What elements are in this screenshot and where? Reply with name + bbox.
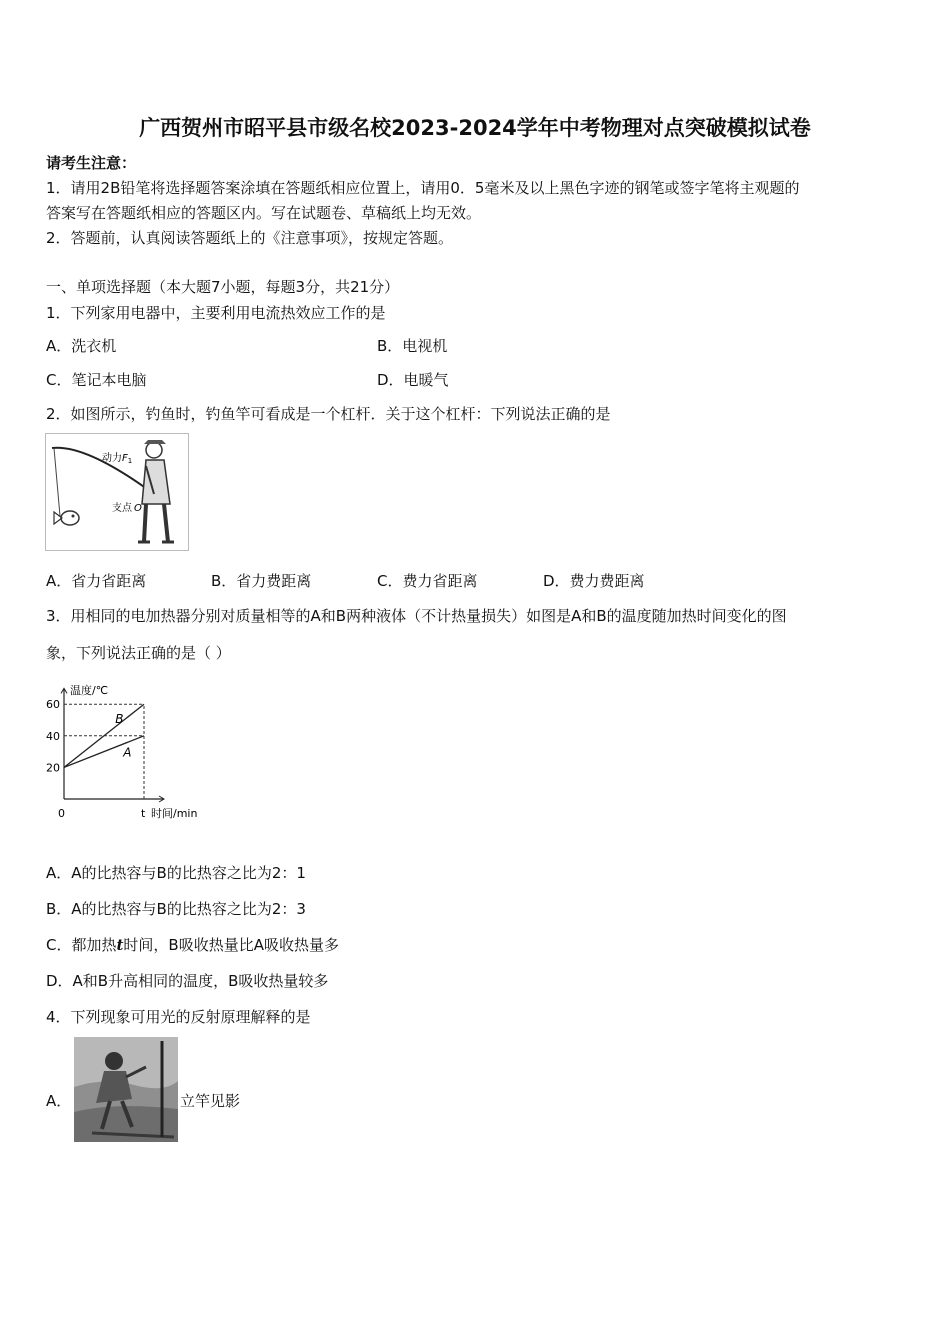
temperature-chart-svg: [40, 678, 220, 826]
notice-line-1: 1．请用2B铅笔将选择题答案涂填在答题纸相应位置上，请用0．5毫米及以上黑色字迹的钢笔或签字笔将主观题的: [46, 179, 800, 197]
y-tick-label: 40: [46, 729, 60, 743]
q4-option-a-label: A．: [46, 1092, 72, 1110]
q3-stem-cont: 象，下列说法正确的是（ ）: [46, 644, 231, 662]
section-heading: 一、单项选择题（本大题7小题，每题3分，共21分）: [46, 278, 400, 296]
q1-option-d: D．电暖气: [377, 371, 449, 389]
q3-option-c-post: 时间，B吸收热量比A吸收热量多: [123, 936, 339, 954]
q2-option-d: D．费力费距离: [543, 572, 645, 590]
series-line-A: [64, 736, 144, 768]
y-tick-label: 60: [46, 698, 60, 712]
q3-stem: 3．用相同的电加热器分别对质量相等的A和B两种液体（不计热量损失）如图是A和B的温度随加热时间变化的图: [46, 607, 787, 625]
q3-option-d: D．A和B升高相同的温度，B吸收热量较多: [46, 972, 329, 990]
q4-stem: 4．下列现象可用光的反射原理解释的是: [46, 1008, 311, 1026]
notice-heading: 请考生注意：: [46, 154, 137, 172]
origin-label: 0: [58, 807, 65, 820]
q2-stem: 2．如图所示，钓鱼时，钓鱼竿可看成是一个杠杆．关于这个杠杆：下列说法正确的是: [46, 405, 611, 423]
force-label: 动力$F_1$: [102, 453, 133, 465]
y-tick-label: 20: [46, 761, 60, 775]
fishing-figure: [45, 433, 189, 551]
shadow-photo: [74, 1037, 178, 1142]
y-axis-label: 温度/℃: [70, 684, 109, 697]
series-label: A: [123, 745, 132, 760]
q4-option-a-text: 立竿见影: [180, 1092, 241, 1110]
x-axis-label: 时间/min: [151, 807, 198, 820]
q1-option-c: C．笔记本电脑: [46, 371, 147, 389]
q1-option-b: B．电视机: [377, 337, 448, 355]
q2-option-c: C．费力省距离: [377, 572, 478, 590]
q2-option-b: B．省力费距离: [211, 572, 312, 590]
page-title: 广西贺州市昭平县市级名校2023-2024学年中考物理对点突破模拟试卷: [139, 116, 811, 140]
pivot-label: 支点 O: [112, 503, 142, 514]
fishing-illustration: [46, 434, 188, 550]
q3-option-c-pre: C．都加热: [46, 936, 117, 954]
shadow-illustration: [74, 1037, 178, 1142]
q3-option-b: B．A的比热容与B的比热容之比为2：3: [46, 900, 306, 918]
q1-stem: 1．下列家用电器中，主要利用电流热效应工作的是: [46, 304, 386, 322]
q2-option-a: A．省力省距离: [46, 572, 147, 590]
x-tick-label: t: [141, 807, 146, 820]
q3-option-a: A．A的比热容与B的比热容之比为2：1: [46, 864, 306, 882]
notice-line-2: 2．答题前，认真阅读答题纸上的《注意事项》，按规定答题。: [46, 229, 454, 247]
q3-option-c-var: t: [116, 936, 124, 954]
temperature-chart: [40, 678, 220, 826]
q3-option-c: [46, 934, 339, 955]
q1-option-a: A．洗衣机: [46, 337, 117, 355]
notice-line-1-cont: 答案写在答题纸相应的答题区内。写在试题卷、草稿纸上均无效。: [46, 204, 482, 222]
series-label: B: [115, 712, 124, 727]
